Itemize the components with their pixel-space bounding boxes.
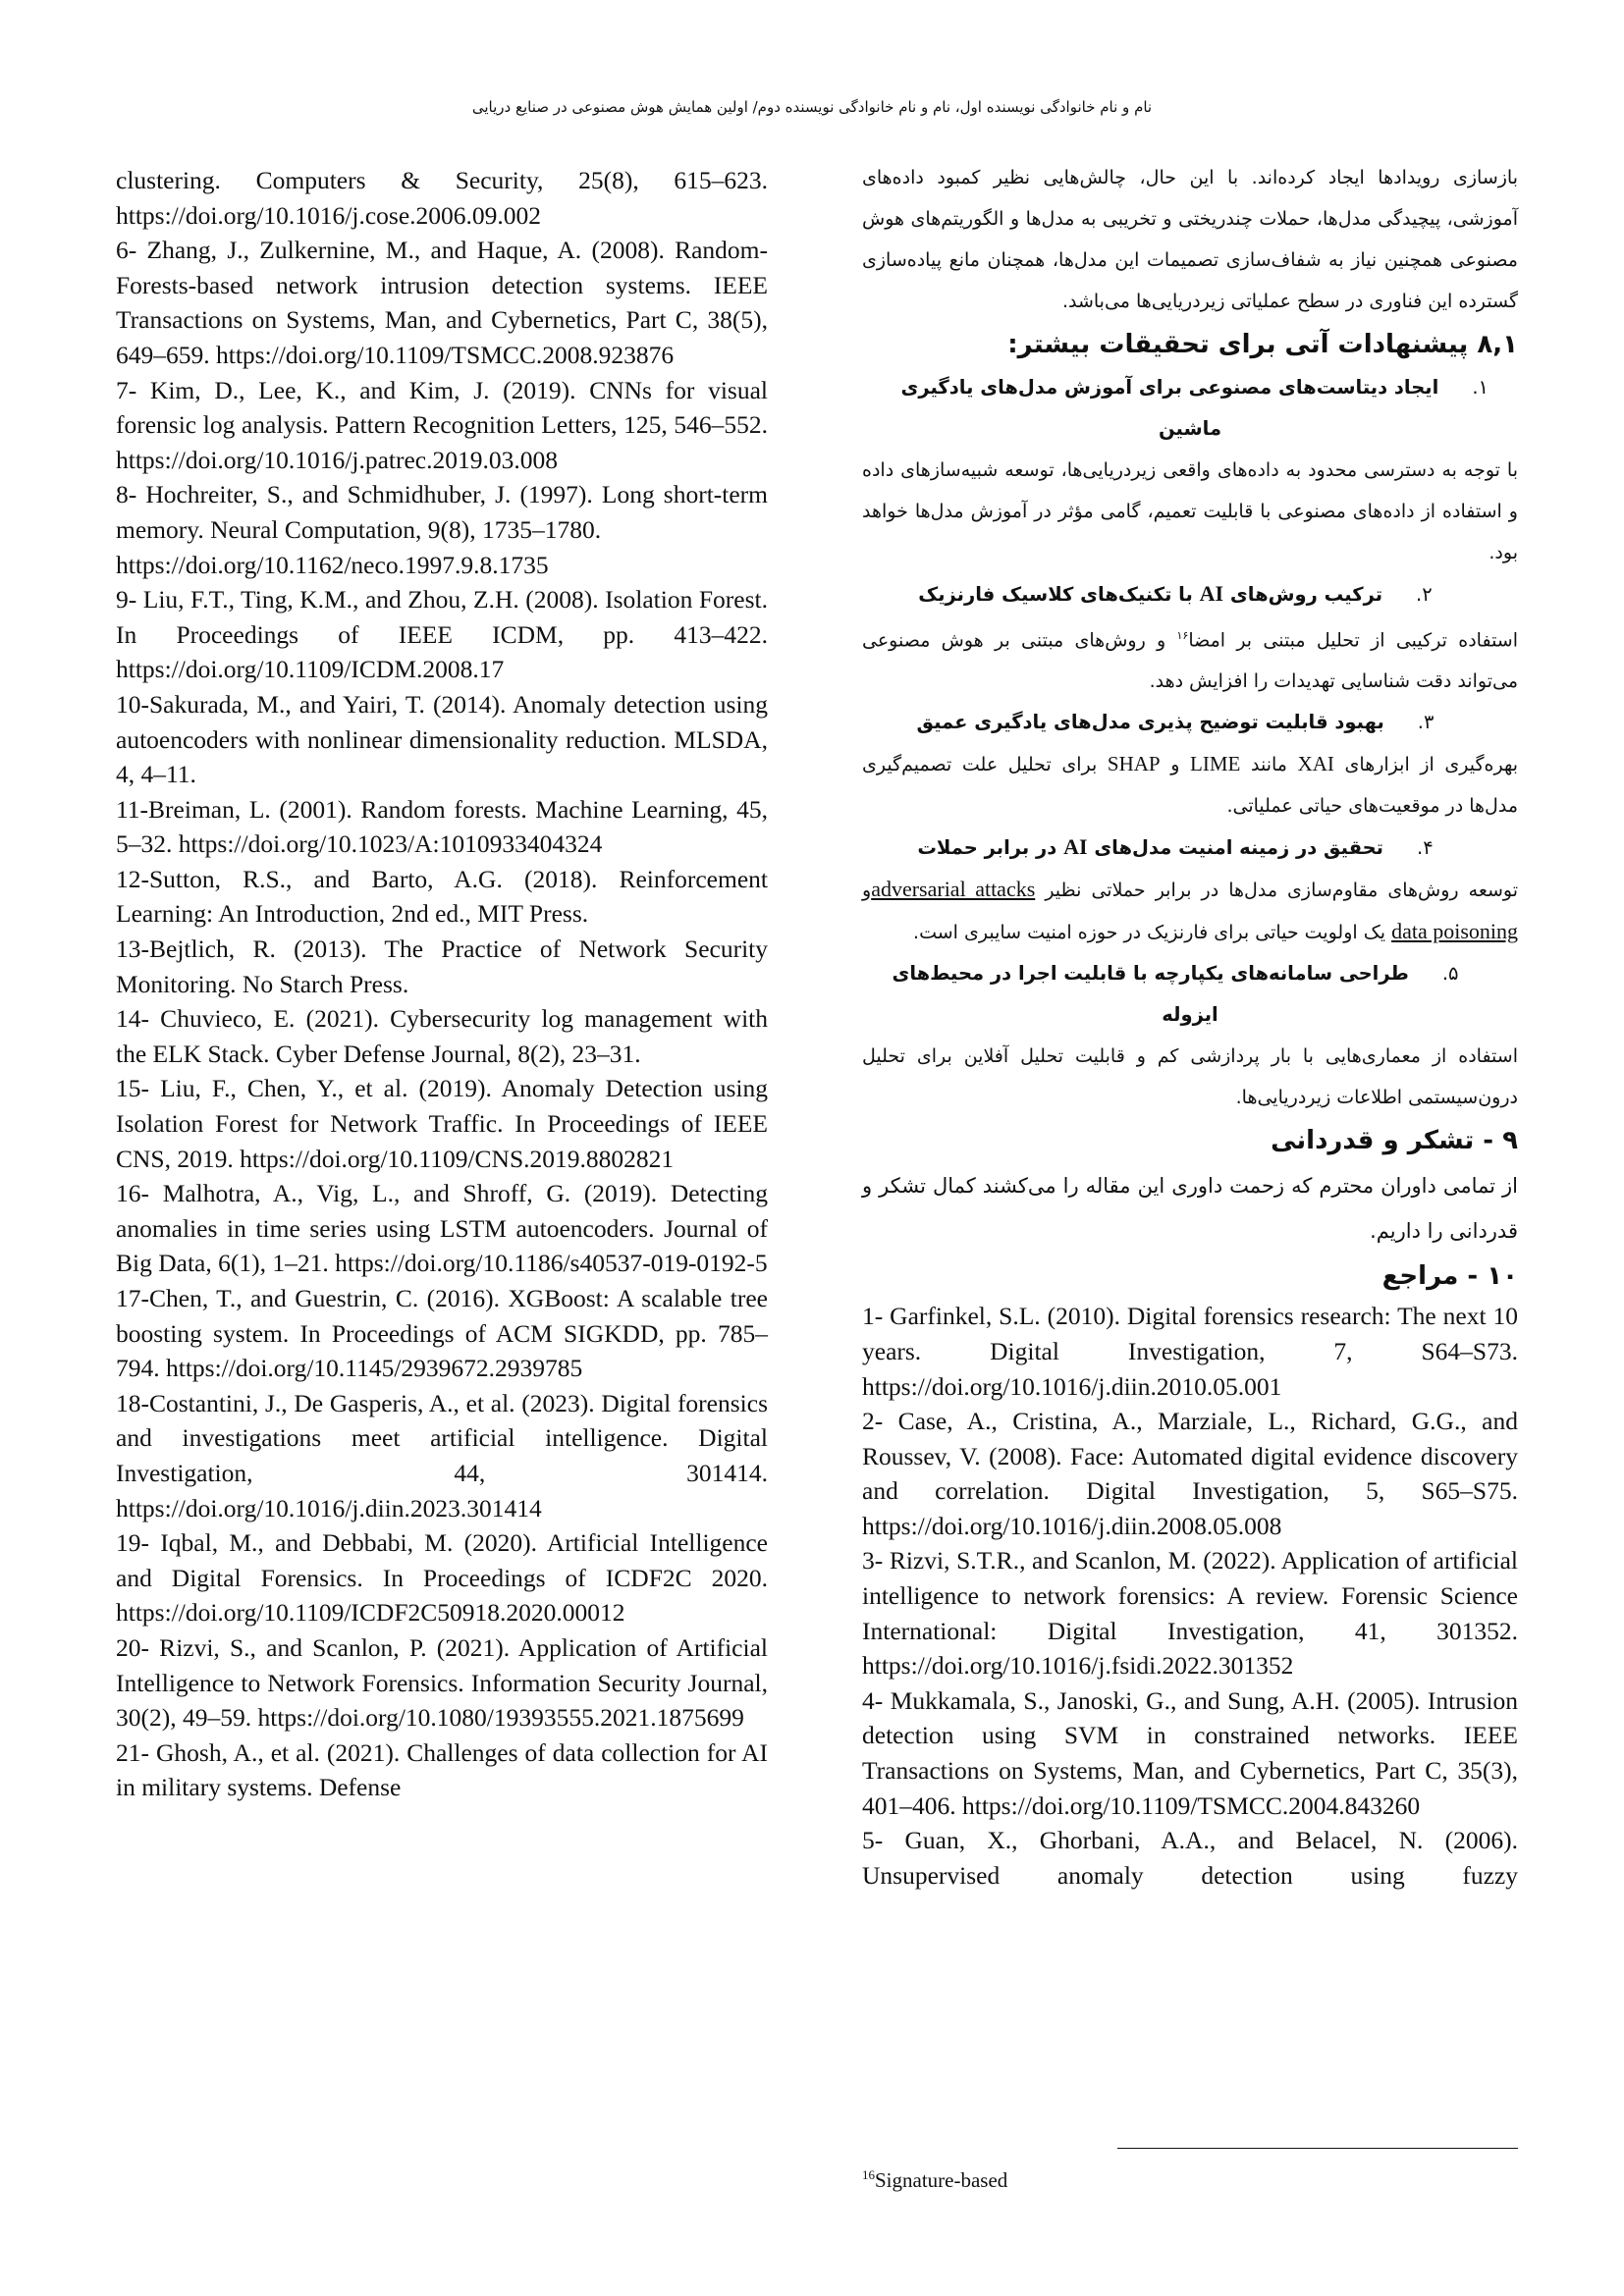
- reference-item: 12-Sutton, R.S., and Barto, A.G. (2018). Reinforcement Learning: An Introduction, 2nd ed., MIT Press.: [116, 864, 768, 929]
- reference-item: 6- Zhang, J., Zulkernine, M., and Haque, A. (2008). Random-Forests-based network intrusion detection systems. IEEE Transactions on Systems, Man, and Cybernetics, Part C, 38(5), 649–659. https://doi.org/10.1109/TSMCC.2008.923876: [116, 236, 768, 369]
- section-10-heading: ۱۰ - مراجع: [1381, 1261, 1518, 1292]
- suggestion-3-title: ۳.بهبود قابلیت توضیح پذیری مدل‌های یادگیری عمیق: [916, 711, 1435, 734]
- running-header: نام و نام خانوادگی نویسنده اول، نام و نام خانوادگی نویسنده دوم/ اولین همایش هوش مصنوعی در صنایع دریایی: [471, 98, 1153, 116]
- suggestion-3-body: بهره‌گیری از ابزارهای XAI مانند LIME و SHAP برای تحلیل علت تصمیم‌گیری مدل‌ها در موقعیت‌های حیاتی عملیاتی.: [862, 752, 1519, 818]
- reference-item: 5- Guan, X., Ghorbani, A.A., and Belacel, N. (2006). Unsupervised anomaly detection using fuzzy: [862, 1826, 1518, 1890]
- reference-item: 19- Iqbal, M., and Debbabi, M. (2020). Artificial Intelligence and Digital Forensics. In Proceedings of ICDF2C 2020. https://doi.org/10.1109/ICDF2C50918.2020.00012: [116, 1528, 768, 1628]
- reference-item: 10-Sakurada, M., and Yairi, T. (2014). Anomaly detection using autoencoders with nonlinear dimensionality reduction. MLSDA, 4, 4–11.: [116, 689, 768, 789]
- reference-item: 3- Rizvi, S.T.R., and Scanlon, M. (2022). Application of artificial intelligence to network forensics: A review. Forensic Science International: Digital Investigation, 41, 301352. https://doi.org/10.1016/j.fsidi.2022.301352: [862, 1546, 1518, 1681]
- footnote-separator: [1117, 2148, 1518, 2149]
- reference-item: 13-Bejtlich, R. (2013). The Practice of Network Security Monitoring. No Starch Press.: [116, 934, 768, 998]
- suggestion-1-title: ۱.ایجاد دیتاست‌های مصنوعی برای آموزش مدل‌های یادگیری: [900, 376, 1489, 399]
- suggestion-1-number: ۱.: [1472, 376, 1489, 399]
- suggestion-4-title: ۴.تحقیق در زمینه امنیت مدل‌های AI در برابر حملات: [917, 834, 1434, 860]
- section-8-1-heading: ۸,۱ پیشنهادات آتی برای تحقیقات بیشتر:: [1007, 330, 1518, 359]
- suggestion-5-title: ۵.طراحی سامانه‌های یکپارچه با قابلیت اجرا در محیط‌های: [892, 962, 1459, 986]
- suggestion-2-body: استفاده ترکیبی از تحلیل مبتنی بر امضا$^{۱۶}$ و روش‌های مبتنی بر هوش مصنوعی می‌تواند دقت شناسایی تهدیدات را افزایش دهد.: [862, 629, 1518, 693]
- references-continued-column: [116, 163, 768, 1805]
- reference-item: 11-Breiman, L. (2001). Random forests. Machine Learning, 45, 5–32. https://doi.org/10.1023/A:1010933404324: [116, 794, 768, 859]
- reference-item: 9- Liu, F.T., Ting, K.M., and Zhou, Z.H. (2008). Isolation Forest. In Proceedings of IEEE ICDM, pp. 413–422. https://doi.org/10.1109/ICDM.2008.17: [116, 585, 768, 684]
- reference-item: 14- Chuvieco, E. (2021). Cybersecurity log management with the ELK Stack. Cyber Defense Journal, 8(2), 23–31.: [116, 1004, 768, 1068]
- suggestion-4-body: توسعه روش‌های مقاوم‌سازی مدل‌ها در برابر حملاتی نظیر adversarial attacksو data poisoning یک اولویت حیاتی برای فارنزیک در حوزه امنیت سایبری است.: [862, 877, 1519, 944]
- reference-item: 7- Kim, D., Lee, K., and Kim, J. (2019). CNNs for visual forensic log analysis. Pattern Recognition Letters, 125, 546–552. https://doi.org/10.1016/j.patrec.2019.03.008: [116, 375, 768, 474]
- suggestion-5-title-cont: ایزوله: [1162, 1003, 1218, 1027]
- reference-item: 16- Malhotra, A., Vig, L., and Shroff, G. (2019). Detecting anomalies in time series using LSTM autoencoders. Journal of Big Data, 6(1), 1–21. https://doi.org/10.1186/s40537-019-0192-5: [116, 1179, 768, 1278]
- suggestion-2-title: ۲.ترکیب روش‌های AI با تکنیک‌های کلاسیک فارنزیک: [918, 581, 1433, 606]
- adversarial-attacks-term: adversarial attacks: [871, 877, 1036, 902]
- reference-item: 20- Rizvi, S., and Scanlon, P. (2021). Application of Artificial Intelligence to Network Forensics. Information Security Journal, 30(2), 49–59. https://doi.org/10.1080/19393555.2021.1875699: [116, 1632, 768, 1733]
- suggestion-1-title-cont: ماشین: [1158, 417, 1222, 440]
- reference-item: 4- Mukkamala, S., Janoski, G., and Sung, A.H. (2005). Intrusion detection using SVM in constrained networks. IEEE Transactions on Systems, Man, and Cybernetics, Part C, 35(3), 401–406. https://doi.org/10.1109/TSMCC.2004.843260: [862, 1685, 1518, 1820]
- reference-item: 18-Costantini, J., De Gasperis, A., et al. (2023). Digital forensics and investigations meet artificial intelligence. Digital Investigation, 44, 301414. https://doi.org/10.1016/j.diin.2023.301414: [116, 1388, 768, 1522]
- footnote-number: 16: [862, 2167, 875, 2182]
- section-9-heading: ۹ - تشکر و قدردانی: [1271, 1126, 1518, 1156]
- reference-item: 15- Liu, F., Chen, Y., et al. (2019). Anomaly Detection using Isolation Forest for Network Traffic. In Proceedings of IEEE CNS, 2019. https://doi.org/10.1109/CNS.2019.8802821: [116, 1074, 768, 1173]
- footnote-ref[interactable]: ۱۶: [1176, 629, 1189, 642]
- data-poisoning-term: data poisoning: [1391, 919, 1518, 944]
- references-list: [862, 1299, 1518, 1893]
- suggestion-5-body: استفاده از معماری‌هایی با بار پردازشی کم و قابلیت تحلیل آفلاین برای تحلیل درون‌سیستمی اطلاعات زیردریایی‌ها.: [862, 1045, 1518, 1109]
- footnote: [862, 2167, 1007, 2193]
- reference-item: 2- Case, A., Cristina, A., Marziale, L., Richard, G.G., and Roussev, V. (2008). Face: Automated digital evidence discovery and correlation. Digital Investigation, 5, S65–S75. https://doi.org/10.1016/j.diin.2008.05.008: [862, 1407, 1518, 1540]
- reference-item: https://doi.org/10.1162/neco.1997.9.8.1735: [116, 550, 549, 579]
- acknowledgement-text: از تمامی داوران محترم که زحمت داوری این مقاله را می‌کشند کمال تشکر و قدردانی را داریم.: [862, 1174, 1518, 1244]
- reference-item: 8- Hochreiter, S., and Schmidhuber, J. (1997). Long short-term memory. Neural Computation, 9(8), 1735–1780.: [116, 480, 768, 544]
- intro-paragraph: بازسازی رویدادها ایجاد کرده‌اند. با این حال، چالش‌هایی نظیر کمبود داده‌های آموزشی، پیچیدگی مدل‌ها، حملات چندریختی و تخریبی به مدل‌ها و الگوریتم‌های هوش مصنوعی همچنین نیاز به شفاف‌سازی تصمیمات این مدل‌ها، همچنان مانع پیاده‌سازی گسترده این فناوری در سطح عملیاتی زیردریایی‌ها می‌باشد.: [862, 167, 1518, 312]
- suggestion-1-body: با توجه به دسترسی محدود به داده‌های واقعی زیردریایی‌ها، توسعه شبیه‌سازهای داده و استفاده از داده‌های مصنوعی با قابلیت تعمیم، گامی مؤثر در آموزش مدل‌ها خواهد بود.: [862, 459, 1518, 563]
- reference-item: 21- Ghosh, A., et al. (2021). Challenges of data collection for AI in military systems. Defense: [116, 1737, 768, 1802]
- persian-text-column: [862, 157, 1518, 1893]
- footnote-text: Signature-based: [875, 2168, 1008, 2192]
- reference-item: 1- Garfinkel, S.L. (2010). Digital forensics research: The next 10 years. Digital Investigation, 7, S64–S73. https://doi.org/10.1016/j.diin.2010.05.001: [862, 1302, 1518, 1401]
- reference-item: 17-Chen, T., and Guestrin, C. (2016). XGBoost: A scalable tree boosting system. In Proceedings of ACM SIGKDD, pp. 785–794. https://doi.org/10.1145/2939672.2939785: [116, 1284, 768, 1383]
- reference-item: clustering. Computers & Security, 25(8), 615–623. https://doi.org/10.1016/j.cose.2006.09.002: [116, 166, 768, 230]
